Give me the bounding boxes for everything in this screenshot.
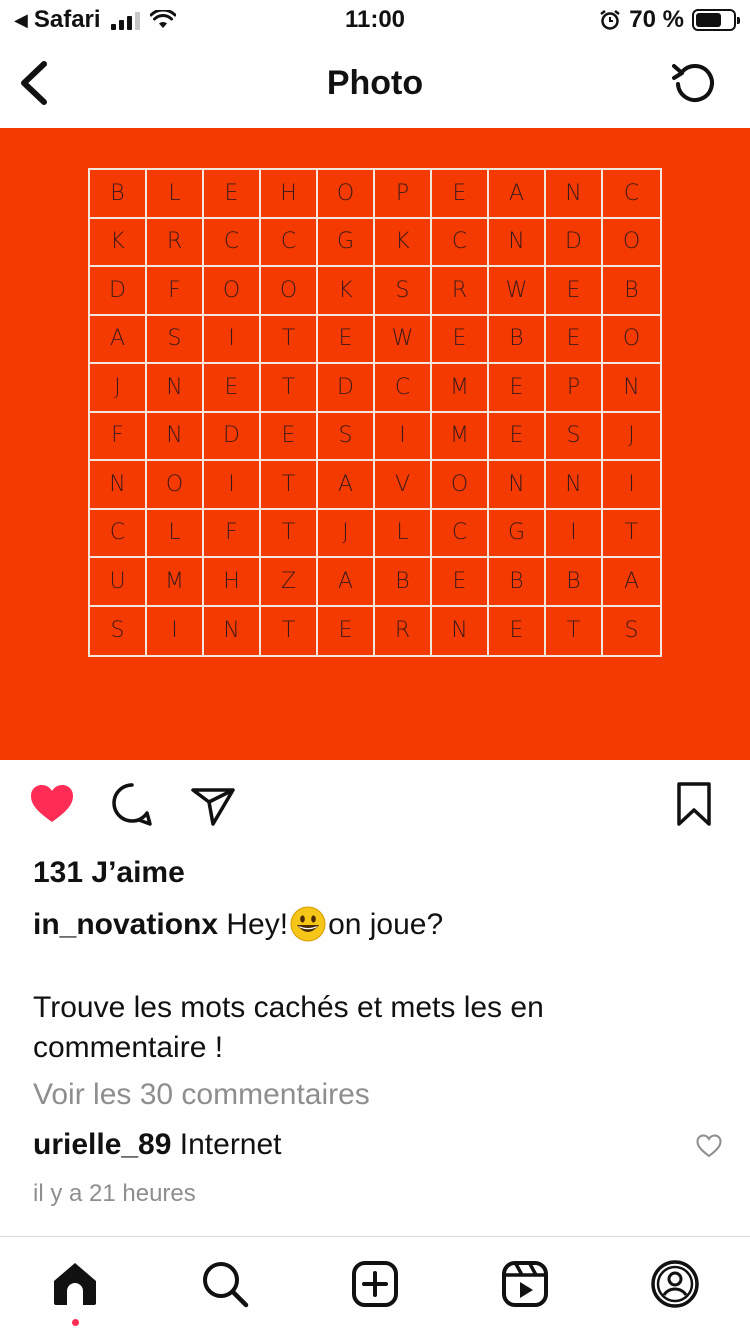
grid-letter-cell: N	[489, 461, 546, 510]
grid-letter-cell: A	[318, 558, 375, 607]
grid-letter-cell: O	[603, 219, 660, 268]
grid-letter-cell: A	[603, 558, 660, 607]
grid-letter-cell: C	[375, 364, 432, 413]
reels-icon[interactable]	[500, 1259, 550, 1309]
grid-letter-cell: P	[375, 170, 432, 219]
status-right	[599, 6, 736, 34]
back-to-app-icon[interactable]: ◀	[14, 9, 28, 30]
grid-letter-cell: N	[432, 607, 489, 656]
grid-letter-cell: S	[147, 316, 204, 365]
grid-letter-cell: E	[432, 316, 489, 365]
grid-letter-cell: I	[546, 510, 603, 559]
comment-username[interactable]: urielle_89	[33, 1128, 172, 1161]
grid-letter-cell: O	[432, 461, 489, 510]
bottom-tab-bar	[0, 1236, 750, 1334]
grid-letter-cell: H	[261, 170, 318, 219]
grid-letter-cell: F	[90, 413, 147, 462]
post-actions	[0, 780, 750, 840]
home-active-indicator	[72, 1319, 79, 1326]
grid-letter-cell: E	[546, 316, 603, 365]
grid-letter-cell: L	[375, 510, 432, 559]
grid-letter-cell: I	[603, 461, 660, 510]
status-bar	[0, 0, 750, 44]
grid-letter-cell: P	[546, 364, 603, 413]
carrier-label[interactable]: Safari	[33, 6, 101, 33]
grid-letter-cell: E	[204, 170, 261, 219]
grid-letter-cell: N	[489, 219, 546, 268]
grid-letter-cell: M	[432, 364, 489, 413]
grid-letter-cell: R	[147, 219, 204, 268]
grid-letter-cell: M	[432, 413, 489, 462]
grid-letter-cell: B	[375, 558, 432, 607]
grid-letter-cell: E	[318, 607, 375, 656]
grid-letter-cell: D	[318, 364, 375, 413]
grinning-face-emoji-icon	[290, 906, 326, 942]
page-title: Photo	[326, 64, 424, 102]
grid-letter-cell: T	[261, 364, 318, 413]
grid-letter-cell: Z	[261, 558, 318, 607]
grid-letter-cell: B	[603, 267, 660, 316]
comment-text: Internet	[179, 1128, 282, 1161]
grid-letter-cell: E	[489, 607, 546, 656]
new-post-plus-icon[interactable]	[350, 1259, 400, 1309]
grid-letter-cell: C	[432, 219, 489, 268]
grid-letter-cell: D	[546, 219, 603, 268]
grid-letter-cell: M	[147, 558, 204, 607]
grid-letter-cell: S	[90, 607, 147, 656]
grid-letter-cell: T	[603, 510, 660, 559]
grid-letter-cell: E	[546, 267, 603, 316]
home-icon[interactable]	[50, 1259, 100, 1309]
battery-icon	[692, 9, 736, 31]
grid-letter-cell: N	[546, 170, 603, 219]
grid-letter-cell: H	[204, 558, 261, 607]
grid-letter-cell: N	[603, 364, 660, 413]
grid-letter-cell: A	[90, 316, 147, 365]
grid-letter-cell: W	[375, 316, 432, 365]
profile-avatar-icon[interactable]	[650, 1259, 700, 1309]
comment-like-heart-icon[interactable]	[696, 1133, 722, 1159]
grid-letter-cell: S	[318, 413, 375, 462]
word-search-grid	[88, 168, 662, 657]
grid-letter-cell: D	[204, 413, 261, 462]
grid-letter-cell: T	[261, 510, 318, 559]
grid-letter-cell: R	[432, 267, 489, 316]
grid-letter-cell: S	[624, 618, 639, 644]
status-time: 11:00	[344, 6, 406, 33]
grid-letter-cell: N	[546, 461, 603, 510]
grid-letter-cell: A	[318, 461, 375, 510]
grid-letter-cell: C	[90, 510, 147, 559]
grid-letter-cell: I	[204, 316, 261, 365]
grid-letter-cell: L	[147, 170, 204, 219]
grid-letter-cell: A	[489, 170, 546, 219]
grid-letter-cell: K	[318, 267, 375, 316]
bookmark-icon[interactable]	[676, 780, 712, 828]
grid-letter-cell: J	[603, 413, 660, 462]
grid-letter-cell: V	[375, 461, 432, 510]
caption-body: Trouve les mots cachés et mets les en commentaire !	[33, 991, 544, 1064]
likes-count[interactable]: 131 J’aime	[33, 856, 185, 889]
grid-letter-cell: C	[204, 219, 261, 268]
grid-letter-cell: E	[489, 413, 546, 462]
grid-letter-cell: E	[204, 364, 261, 413]
grid-letter-cell: R	[375, 607, 432, 656]
grid-letter-cell: O	[261, 267, 318, 316]
grid-letter-cell: K	[90, 219, 147, 268]
grid-letter-cell: T	[261, 316, 318, 365]
grid-letter-cell: B	[489, 316, 546, 365]
grid-letter-cell: N	[204, 607, 261, 656]
grid-letter-cell: K	[375, 219, 432, 268]
view-comments-link[interactable]: Voir les 30 commentaires	[33, 1078, 370, 1111]
grid-letter-cell: I	[375, 413, 432, 462]
caption-text-part1: Hey!	[226, 908, 289, 941]
post-caption	[33, 905, 723, 945]
share-send-icon[interactable]	[190, 780, 236, 828]
navigation-bar	[0, 44, 750, 128]
grid-letter-cell: N	[90, 461, 147, 510]
grid-letter-cell: O	[204, 267, 261, 316]
grid-letter-cell: D	[90, 267, 147, 316]
grid-letter-cell: O	[147, 461, 204, 510]
like-heart-icon[interactable]	[28, 780, 76, 828]
comment-icon[interactable]	[110, 780, 154, 828]
search-icon[interactable]	[200, 1259, 250, 1309]
grid-letter-cell: I	[204, 461, 261, 510]
grid-letter-cell: T	[546, 607, 603, 656]
grid-letter-cell: C	[603, 170, 660, 219]
grid-letter-cell: F	[147, 267, 204, 316]
grid-letter-cell: N	[147, 413, 204, 462]
alarm-icon	[599, 9, 621, 31]
caption-text-part2: on joue?	[328, 908, 444, 941]
grid-letter-cell: S	[375, 267, 432, 316]
refresh-icon[interactable]	[670, 58, 720, 108]
grid-letter-cell: O	[603, 316, 660, 365]
grid-letter-cell: E	[489, 364, 546, 413]
comment-preview	[33, 1128, 282, 1162]
grid-letter-cell: C	[261, 219, 318, 268]
grid-letter-cell: G	[489, 510, 546, 559]
battery-percent: 70 %	[629, 6, 684, 33]
grid-letter-cell: C	[432, 510, 489, 559]
grid-letter-cell: S	[546, 413, 603, 462]
grid-letter-cell: L	[147, 510, 204, 559]
post-timestamp: il y a 21 heures	[33, 1180, 196, 1207]
grid-letter-cell: B	[546, 558, 603, 607]
grid-letter-cell: E	[318, 316, 375, 365]
grid-letter-cell: G	[318, 219, 375, 268]
grid-letter-cell: E	[261, 413, 318, 462]
grid-letter-cell: B	[90, 170, 147, 219]
grid-letter-cell: O	[318, 170, 375, 219]
grid-letter-cell: E	[432, 558, 489, 607]
grid-letter-cell: T	[261, 607, 318, 656]
grid-letter-cell: W	[489, 267, 546, 316]
grid-letter-cell: B	[489, 558, 546, 607]
grid-letter-cell: F	[204, 510, 261, 559]
grid-letter-cell: N	[147, 364, 204, 413]
author-username[interactable]: in_novationx	[33, 908, 219, 941]
grid-letter-cell: J	[318, 510, 375, 559]
grid-letter-cell: I	[147, 607, 204, 656]
grid-letter-cell: E	[432, 170, 489, 219]
grid-letter-cell: T	[261, 461, 318, 510]
grid-letter-cell: U	[90, 558, 147, 607]
post-photo[interactable]	[0, 128, 750, 760]
grid-letter-cell: J	[90, 364, 147, 413]
